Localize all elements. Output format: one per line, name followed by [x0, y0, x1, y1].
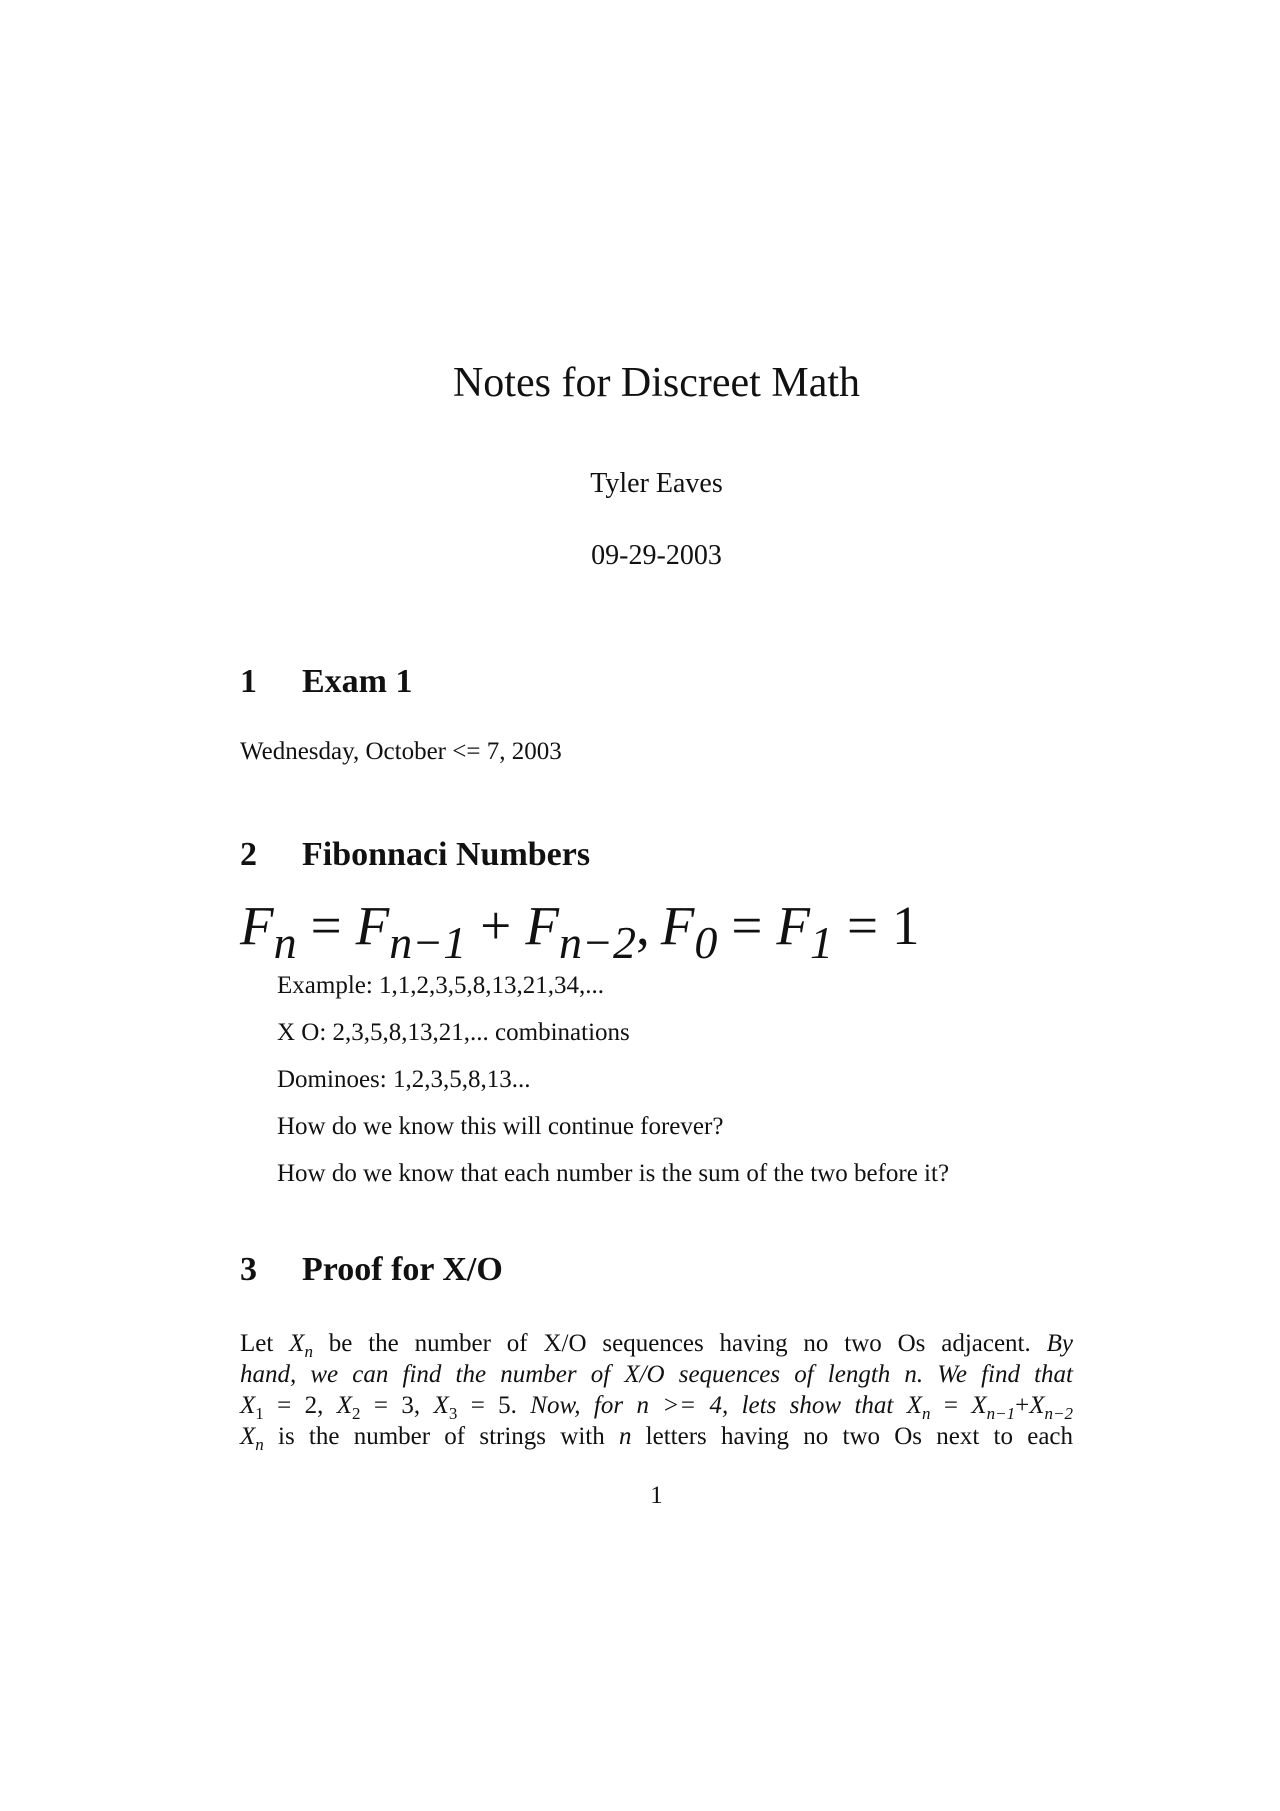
section-heading-proof [240, 1250, 503, 1290]
text: + [1015, 1392, 1030, 1419]
section-title: Exam 1 [302, 663, 413, 700]
paragraph-line [240, 1421, 1073, 1452]
formula-subscript: n−2 [558, 917, 636, 968]
math-sub: n [255, 1435, 264, 1454]
math-var: n [618, 1423, 632, 1450]
formula-operator: = [731, 895, 763, 956]
document-date: 09-29-2003 [591, 540, 722, 571]
math-sub: 3 [448, 1404, 458, 1423]
list-item: X O: 2,3,5,8,13,21,... combinations [277, 1019, 630, 1046]
fibonacci-formula [240, 894, 920, 968]
paragraph-line [240, 1359, 1073, 1390]
math-var: X [240, 1423, 256, 1450]
text: letters having no two Os next to each [631, 1423, 1074, 1450]
italic-text: Now, for n >= 4, lets show that [530, 1392, 907, 1419]
math-sub: n [304, 1342, 313, 1361]
list-item: How do we know that each number is the sum of the two before it? [277, 1160, 950, 1187]
math-var: X [433, 1392, 449, 1419]
list-item: Example: 1,1,2,3,5,8,13,21,34,... [277, 972, 605, 999]
section-number: 3 [240, 1251, 257, 1288]
text: = [930, 1392, 972, 1419]
math-var: X [1029, 1392, 1045, 1419]
text: be the number of X/O sequences having no two Os adjacent. [312, 1330, 1047, 1357]
formula-subscript: n [273, 917, 297, 968]
math-sub: n−1 [986, 1404, 1016, 1423]
proof-paragraph [240, 1328, 1073, 1452]
text: = 2, [263, 1392, 337, 1419]
exam-date-text: Wednesday, October <= 7, 2003 [240, 738, 562, 765]
formula-symbol: F [660, 895, 695, 956]
section-heading-exam-1 [240, 662, 413, 702]
document-author: Tyler Eaves [590, 468, 723, 499]
section-number: 1 [240, 663, 257, 700]
page-number: 1 [650, 1482, 663, 1509]
formula-symbol: F [240, 895, 274, 956]
text: Let [240, 1330, 290, 1357]
list-item: How do we know this will continue forever? [277, 1113, 724, 1140]
text: = 5. [457, 1392, 531, 1419]
formula-operator: = [310, 895, 342, 956]
formula-symbol: F [355, 895, 390, 956]
math-sub: 1 [255, 1404, 264, 1423]
math-var: X [240, 1392, 256, 1419]
formula-symbol: F [776, 895, 810, 956]
math-var: X [971, 1392, 987, 1419]
section-title: Fibonnaci Numbers [302, 836, 591, 873]
italic-text: By [1046, 1330, 1073, 1357]
math-var: X [906, 1392, 922, 1419]
math-var: X [336, 1392, 353, 1419]
text: = 3, [360, 1392, 434, 1419]
formula-subscript: 1 [810, 917, 833, 968]
formula-value: 1 [892, 895, 920, 956]
paragraph-line [240, 1328, 1073, 1359]
text: is the number of strings with [263, 1423, 619, 1450]
formula-symbol: F [525, 895, 559, 956]
list-item: Dominoes: 1,2,3,5,8,13... [277, 1066, 531, 1093]
math-var: X [289, 1330, 305, 1357]
math-sub: n [922, 1404, 931, 1423]
formula-subscript: n−1 [389, 917, 467, 968]
formula-subscript: 0 [694, 917, 718, 968]
math-sub: 2 [352, 1404, 361, 1423]
paragraph-line [240, 1390, 1073, 1421]
section-number: 2 [240, 836, 257, 873]
section-heading-fibonacci [240, 835, 590, 875]
formula-operator: + [480, 895, 512, 956]
math-sub: n−2 [1044, 1404, 1073, 1423]
italic-text: hand, we can find the number of X/O sequences of length n. We find that [240, 1361, 1073, 1388]
formula-operator: = [847, 895, 879, 956]
formula-comma: , [635, 895, 650, 956]
section-title: Proof for X/O [302, 1251, 503, 1288]
document-title: Notes for Discreet Math [452, 360, 861, 406]
